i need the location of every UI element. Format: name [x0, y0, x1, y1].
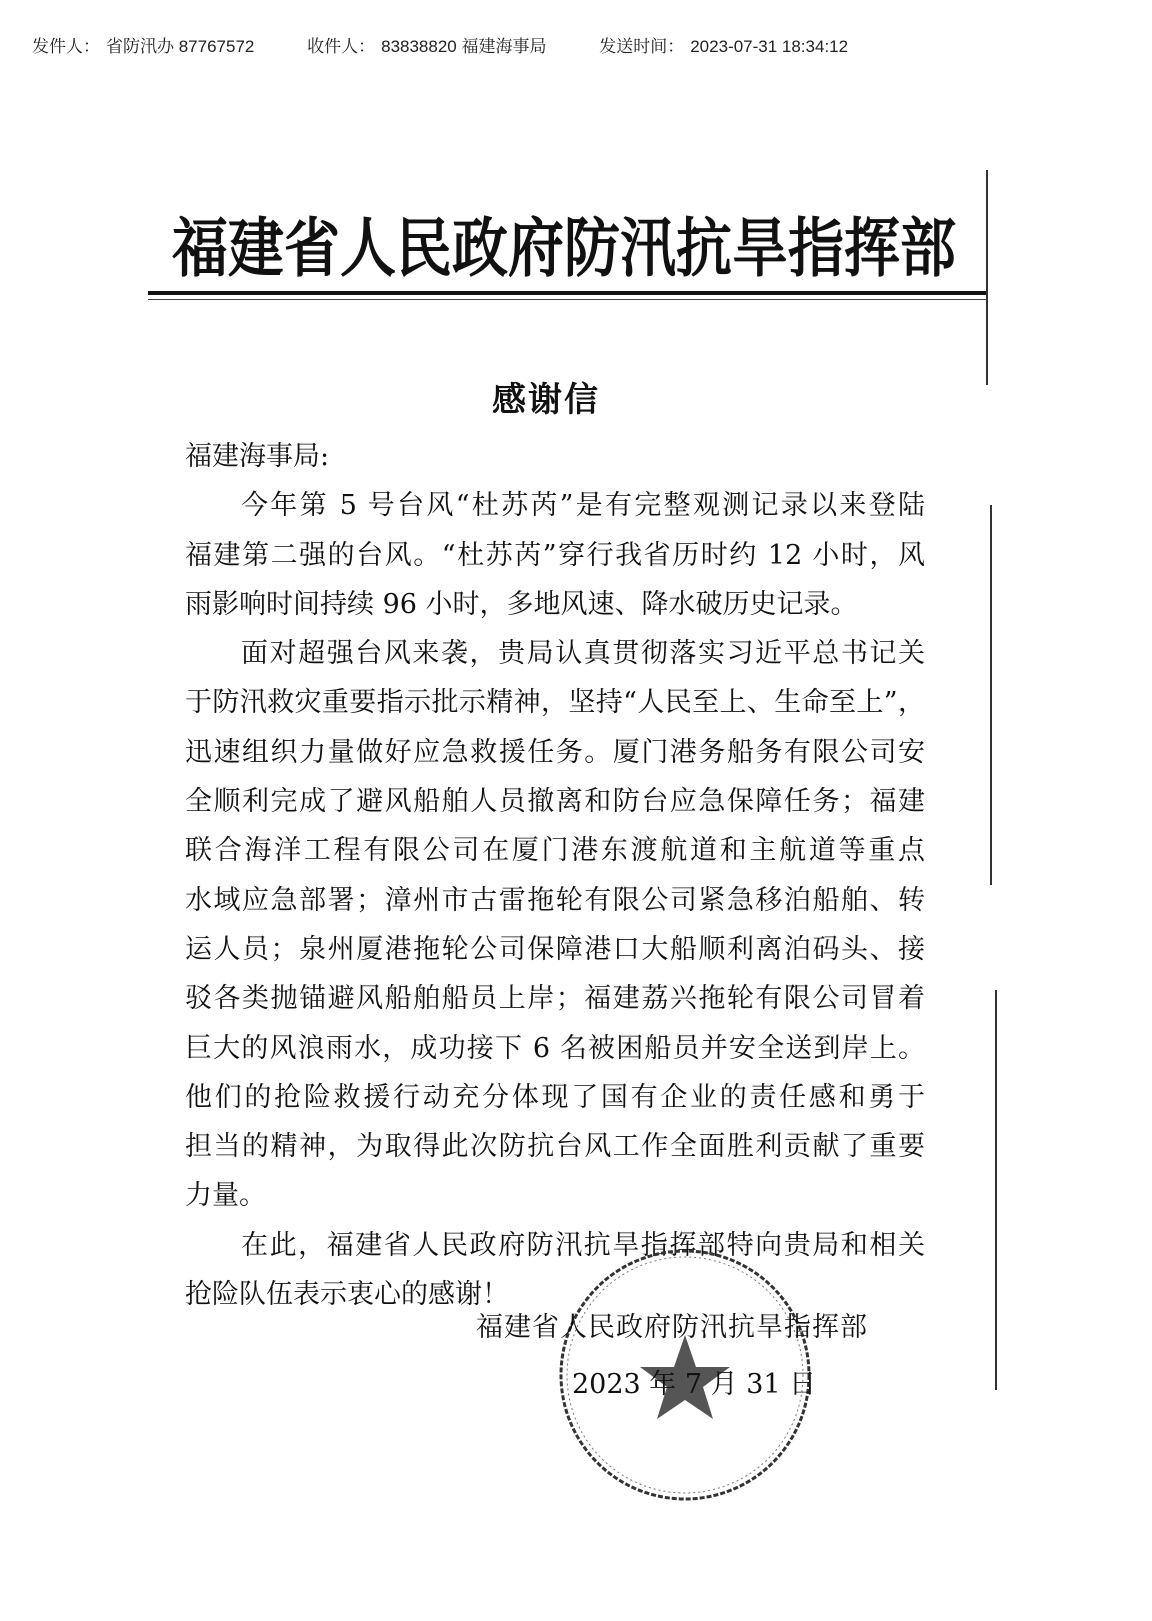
- scan-artifact-line: [995, 990, 997, 1390]
- scan-artifact-line: [990, 505, 992, 885]
- scan-artifact-line: [986, 170, 988, 385]
- body-line: 在此，福建省人民政府防汛抗旱指挥部特向贵局和相关: [241, 1229, 925, 1261]
- body-line: 于防汛救灾重要指示批示精神，坚持“人民至上、生命至上”，: [185, 687, 925, 719]
- body-line: 福建第二强的台风。“杜苏芮”穿行我省历时约 12 小时，风: [185, 539, 925, 571]
- body-line: 抢险队伍表示衷心的感谢！: [185, 1279, 509, 1311]
- sender: 省防汛办 87767572: [106, 37, 255, 56]
- body-line: 联合海洋工程有限公司在厦门港东渡航道和主航道等重点: [185, 835, 925, 867]
- letter-body: [185, 432, 925, 1319]
- time-label: 发送时间：: [599, 37, 685, 56]
- letterhead-rule-thin: [148, 299, 988, 300]
- paragraphs: [185, 481, 925, 1319]
- body-line: 水域应急部署；漳州市古雷拖轮有限公司紧急移泊船舶、转: [185, 884, 925, 916]
- salutation: 福建海事局:: [185, 441, 330, 472]
- fax-header: [32, 32, 854, 57]
- receiver-label: 收件人：: [307, 37, 376, 56]
- body-line: 今年第 5 号台风“杜苏芮”是有完整观测记录以来登陆: [241, 490, 925, 522]
- body-line: 担当的精神，为取得此次防抗台风工作全面胜利贡献了重要: [185, 1131, 925, 1163]
- body-line: 他们的抢险救援行动充分体现了国有企业的责任感和勇于: [185, 1081, 925, 1113]
- body-line: 驳各类抛锚避风船舶船员上岸；福建荔兴拖轮有限公司冒着: [185, 983, 925, 1015]
- body-line: 巨大的风浪雨水，成功接下 6 名被困船员并安全送到岸上。: [185, 1032, 925, 1064]
- letterhead: 福建省人民政府防汛抗旱指挥部: [172, 210, 956, 287]
- body-line: 面对超强台风来袭，贵局认真贯彻落实习近平总书记关: [241, 638, 925, 670]
- send-time: 2023-07-31 18:34:12: [690, 37, 849, 56]
- letterhead-rule: [148, 291, 988, 295]
- body-line: 雨影响时间持续 96 小时，多地风速、降水破历史记录。: [185, 588, 858, 620]
- body-line: 全顺利完成了避风船舶人员撤离和防台应急保障任务；福建: [185, 786, 925, 818]
- body-line: 迅速组织力量做好应急救援任务。厦门港务船务有限公司安: [185, 736, 925, 768]
- body-line: 力量。: [185, 1180, 266, 1212]
- sender-label: 发件人：: [32, 37, 100, 56]
- receiver: 83838820 福建海事局: [381, 37, 547, 56]
- body-line: 运人员；泉州厦港拖轮公司保障港口大船顺利离泊码头、接: [185, 933, 925, 965]
- letter-heading: 感谢信: [492, 380, 600, 420]
- letter-date: 2023 年 7 月 31 日: [572, 1369, 817, 1400]
- signature: 福建省人民政府防汛抗旱指挥部: [476, 1312, 868, 1343]
